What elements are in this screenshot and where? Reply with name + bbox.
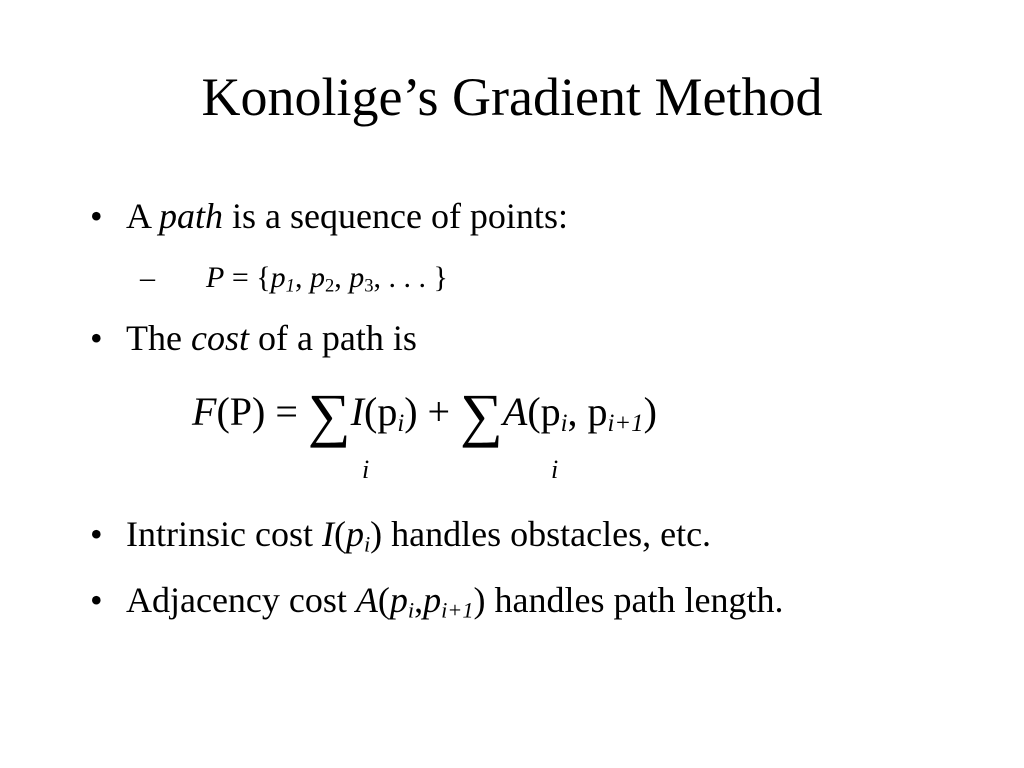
bullet-dot: •: [90, 318, 103, 358]
summation-symbol: ∑: [307, 382, 351, 448]
sum-index-2: i: [551, 455, 559, 484]
bullet-dot: •: [90, 196, 103, 236]
bullet-path-definition: • A path is a sequence of points:: [90, 196, 568, 236]
bullet-dot: •: [90, 514, 103, 554]
sub-bullet-path-set: – $P = \{p_1$, $p_2$, $p_3$, . . . }: [140, 261, 448, 297]
bullet-cost-intro: • The cost of a path is: [90, 318, 417, 358]
summation-symbol: ∑: [460, 382, 503, 448]
sum-index-1: i: [362, 455, 370, 484]
bullet-dot: •: [90, 580, 103, 620]
cost-formula: $F(P) = \sum I(p_i) + \sum A(p_i$, $p_{i+1}$) i i: [192, 388, 792, 484]
slide-title: Konolige’s Gradient Method: [201, 67, 823, 127]
bullet-intrinsic-cost: • Intrinsic cost $I(p_i)$ handles obstacles, etc.: [90, 514, 712, 557]
bullet-adjacency-cost: • Adjacency cost $A(p_i,p_{i+1})$ handles path length.: [90, 580, 784, 623]
